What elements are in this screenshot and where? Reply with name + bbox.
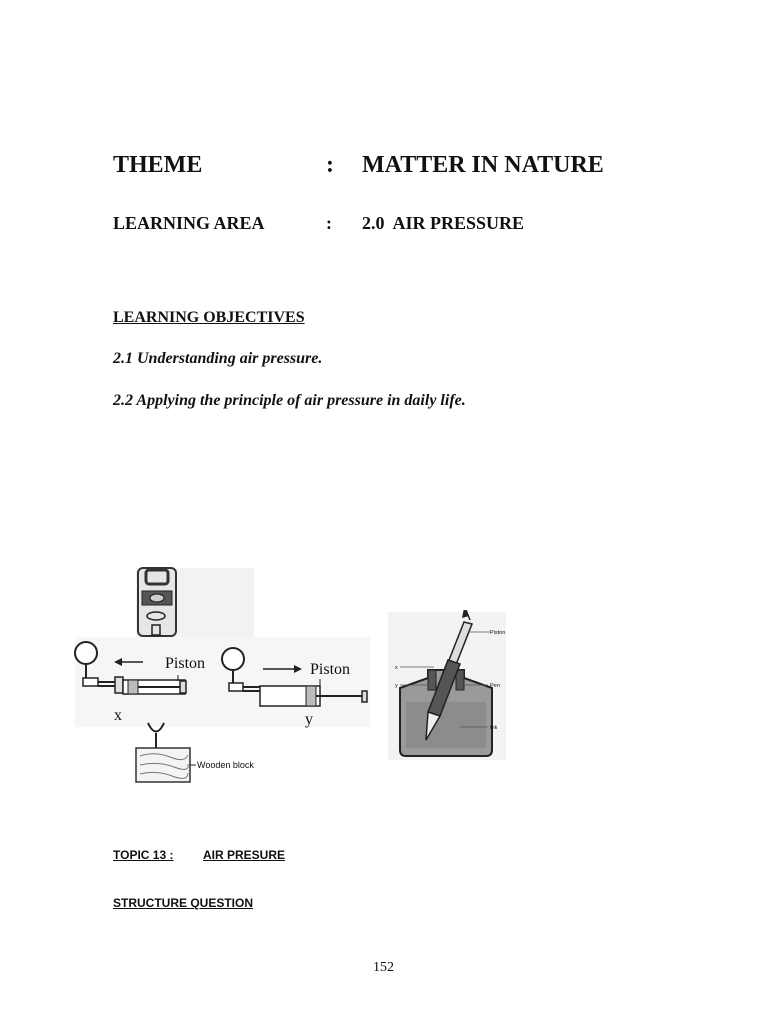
wooden-block-icon — [136, 723, 196, 782]
topic-title: AIR PRESURE — [203, 848, 286, 862]
ink-label: Ink — [490, 725, 498, 731]
topic-label: TOPIC 13 : — [113, 848, 174, 862]
page-number: 152 — [373, 960, 394, 975]
pen-piston-label: Piston — [490, 630, 506, 636]
pen-x-label: x — [395, 665, 398, 671]
pen-y-label: y — [395, 683, 398, 689]
structure-question-heading: STRUCTURE QUESTION — [113, 896, 254, 910]
piston-y-label: Piston — [310, 661, 351, 678]
learning-area-label: LEARNING AREA — [113, 213, 265, 233]
objective-item: 2.1 Understanding air pressure. — [113, 350, 323, 367]
gauge-device-icon — [138, 568, 176, 636]
learning-area-colon: : — [326, 213, 332, 233]
point-y-label: y — [305, 711, 313, 728]
point-x-label: x — [114, 707, 122, 724]
wooden-block-label: Wooden block — [197, 760, 254, 770]
theme-label: THEME — [113, 152, 203, 178]
pen-label: Pen — [490, 683, 500, 689]
theme-value: MATTER IN NATURE — [362, 152, 604, 178]
piston-x-label: Piston — [165, 655, 206, 672]
pen-ink-figure — [386, 610, 510, 760]
learning-area-value: 2.0 AIR PRESSURE — [362, 213, 525, 233]
theme-colon: : — [326, 152, 334, 178]
syringe-experiment-figure — [70, 565, 370, 785]
learning-objectives-heading: LEARNING OBJECTIVES — [113, 309, 305, 326]
objective-item: 2.2 Applying the principle of air pressure in daily life. — [113, 392, 466, 409]
